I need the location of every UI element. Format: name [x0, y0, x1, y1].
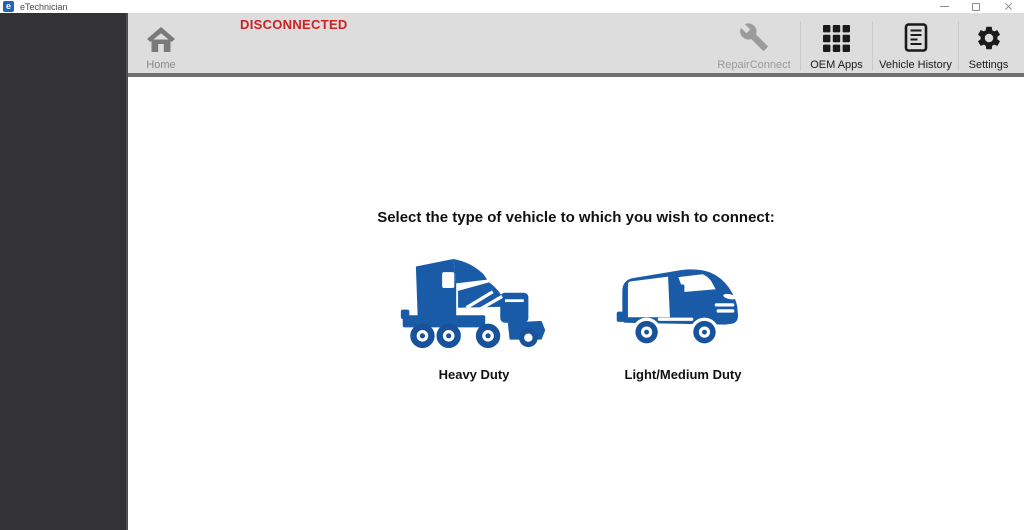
light-medium-duty-option[interactable] [613, 253, 753, 382]
page-heading: Select the type of vehicle to which you wish to connect: [377, 209, 775, 226]
toolbar-right-group [708, 21, 1018, 71]
main-content [128, 81, 1024, 530]
window-title: eTechnician [20, 1, 68, 12]
grid-icon [823, 25, 850, 55]
home-icon [147, 27, 175, 55]
home-button[interactable] [133, 21, 189, 71]
light-medium-duty-label: Light/Medium Duty [624, 367, 742, 382]
vehicle-options [128, 253, 1024, 382]
title-bar [0, 0, 1024, 13]
document-list-icon [904, 23, 928, 55]
maximize-icon [972, 3, 980, 11]
heavy-duty-option[interactable] [399, 253, 549, 382]
settings-button[interactable] [958, 21, 1018, 71]
oem-apps-label: OEM Apps [810, 59, 863, 71]
minimize-icon [940, 6, 949, 7]
close-icon [1004, 2, 1013, 11]
app-logo-icon: e [3, 1, 14, 12]
connection-status: DISCONNECTED [240, 17, 348, 32]
repairconnect-label: RepairConnect [717, 59, 791, 71]
minimize-button[interactable] [928, 0, 960, 13]
wrench-icon [739, 22, 769, 55]
close-button[interactable] [992, 0, 1024, 13]
gear-icon [975, 24, 1003, 55]
window-controls [928, 0, 1024, 13]
vehicle-history-label: Vehicle History [879, 59, 952, 71]
heavy-duty-label: Heavy Duty [438, 367, 510, 382]
vehicle-history-button[interactable] [872, 21, 958, 71]
sidebar [0, 13, 128, 530]
repairconnect-button[interactable] [708, 21, 800, 71]
toolbar [128, 13, 1024, 77]
heavy-duty-truck-icon [399, 253, 549, 353]
light-medium-duty-van-icon [613, 253, 753, 353]
oem-apps-button[interactable] [800, 21, 872, 71]
settings-label: Settings [968, 59, 1009, 71]
home-label: Home [146, 59, 176, 71]
maximize-button[interactable] [960, 0, 992, 13]
